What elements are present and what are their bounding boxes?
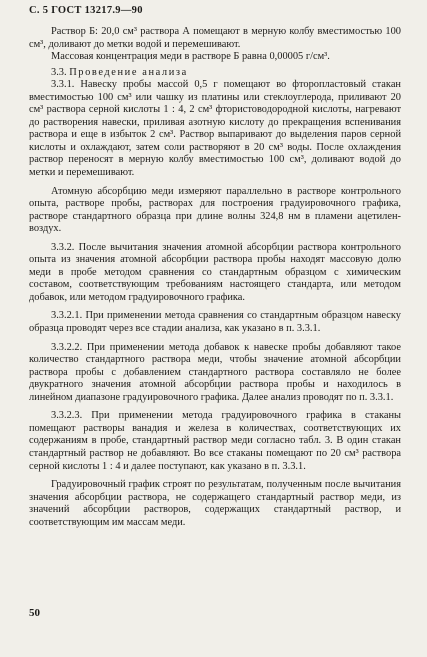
- page-number: 50: [29, 607, 40, 619]
- section-heading: [29, 67, 401, 80]
- page-header: С. 5 ГОСТ 13217.9—90: [29, 5, 143, 16]
- paragraph-solution-b: Раствор Б: 20,0 см³ раствора А помещают в мерную колбу вместимостью 100 см³, доливают до метки водой и перемешивают.: [29, 26, 401, 50]
- paragraph-atomic-absorption: Атомную абсорбцию меди измеряют параллельно в растворе контрольного опыта, растворе пробы, растворах для построения градуировочного графика, растворе стандартного образца при длине волны 324,8 нм в пламени ацетилен-воздух.: [29, 185, 401, 235]
- paragraph-concentration: Массовая концентрация меди в растворе Б равна 0,00005 г/см³.: [51, 51, 330, 63]
- section-number: 3.3.: [51, 66, 67, 78]
- paragraph-3-3-2-2: 3.3.2.2. При применении метода добавок к навеске пробы добавляют такое количество стандартного раствора меди, чтобы значение атомной абсорбции раствора пробы с добавлением стандартного раствора составляло не более двукратного значения атомной абсорбции раствора пробы и находилось в линейном диапазоне градуировочного графика. Далее анализ проводят по п. 3.3.1.: [29, 341, 401, 403]
- paragraph-3-3-2-1: 3.3.2.1. При применении метода сравнения со стандартным образцом навеску образца проводят через все стадии анализа, как указано в п. 3.3.1.: [29, 310, 401, 335]
- paragraph-3-3-2-3: 3.3.2.3. При применении метода градуировочного графика в стаканы помещают растворы ванадия и железа в количествах, соответствующих их содержаниям в пробе, стандартный раствор меди согласно табл. 3. В один стакан стандартный раствор не добавляют. Во все стаканы помещают по 20 см³ раствора серной кислоты 1 : 4 и далее поступают, как указано в п. 3.3.1.: [29, 410, 401, 472]
- paragraph-3-3-2: 3.3.2. После вычитания значения атомной абсорбции раствора контрольного опыта из значения атомной абсорбции раствора пробы находят массовую долю меди в пробе методом сравнения со стандартным образцом с химическим составом, соответствующим требованиям настоящего стандарта, или методом добавок, или методом градуировочного графика.: [29, 241, 401, 303]
- paragraph-3-3-1: 3.3.1. Навеску пробы массой 0,5 г помещают во фторопластовый стакан вместимостью 100 см³ или чашку из платины или стеклоуглерода, приливают 20 см³ раствора серной кислоты 1 : 4, 2 см³ фтористоводородной кислоты, нагревают до растворения навески, приливая азотную кислоту до прекращения вспенивания раствора и еще в избыток 2 см³. Раствор выпаривают до выделения паров серной кислоты и охлаждают, затем соли растворяют в 20 см³ воды. После охлаждения раствор переносят в мерную колбу вместимостью 100 см³, доливают водой до метки и перемешивают.: [29, 79, 401, 179]
- paragraph-calibration-graph: Градуировочный график строят по результатам, полученным после вычитания значения абсорбции раствора, не содержащего стандартный раствор меди, из значений абсорбции растворов, содержащих стандартный раствор, и соответствующим им массам меди.: [29, 479, 401, 528]
- section-title: Проведение анализа: [69, 66, 188, 78]
- document-body: [29, 26, 401, 529]
